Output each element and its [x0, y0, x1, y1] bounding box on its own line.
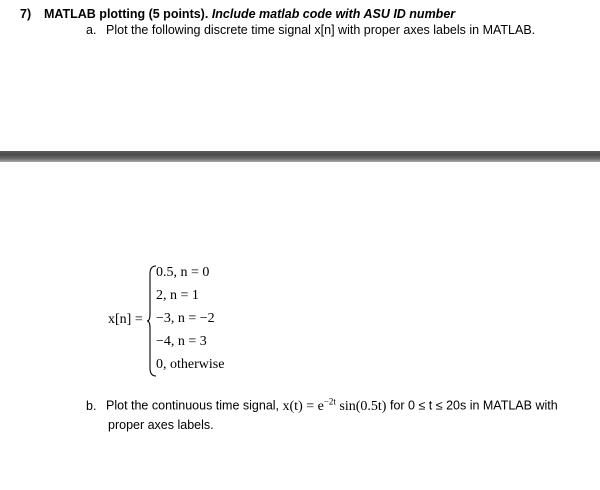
case-3: −3, n = −2	[156, 311, 215, 326]
case-1: 0.5, n = 0	[156, 265, 210, 280]
part-b	[86, 396, 558, 415]
part-b-letter: b.	[86, 398, 97, 413]
case-4: −4, n = 3	[156, 334, 207, 349]
case-5: 0, otherwise	[156, 357, 225, 372]
part-a-text: Plot the following discrete time signal x[n] with proper axes labels in MATLAB.	[106, 23, 536, 37]
question-header	[20, 7, 455, 21]
section-divider	[0, 151, 600, 162]
part-a-letter: a.	[86, 23, 97, 37]
equation-lhs: x[n] =	[108, 312, 143, 327]
case-2: 2, n = 1	[156, 288, 199, 303]
part-b-line2: proper axes labels.	[108, 418, 214, 432]
part-b-range: for 0 ≤ t ≤ 20s in MATLAB with	[389, 398, 558, 413]
question-number: 7)	[20, 7, 32, 21]
question-instruction: Include matlab code with ASU ID number	[211, 7, 456, 21]
piecewise-equation	[108, 262, 308, 380]
part-b-formula: $x(t) = e^{-2t}$ sin(0.5t)	[282, 396, 387, 414]
part-a	[86, 23, 535, 37]
part-b-text: Plot the continuous time signal,	[106, 398, 280, 413]
question-title: MATLAB plotting (5 points).	[44, 7, 209, 21]
